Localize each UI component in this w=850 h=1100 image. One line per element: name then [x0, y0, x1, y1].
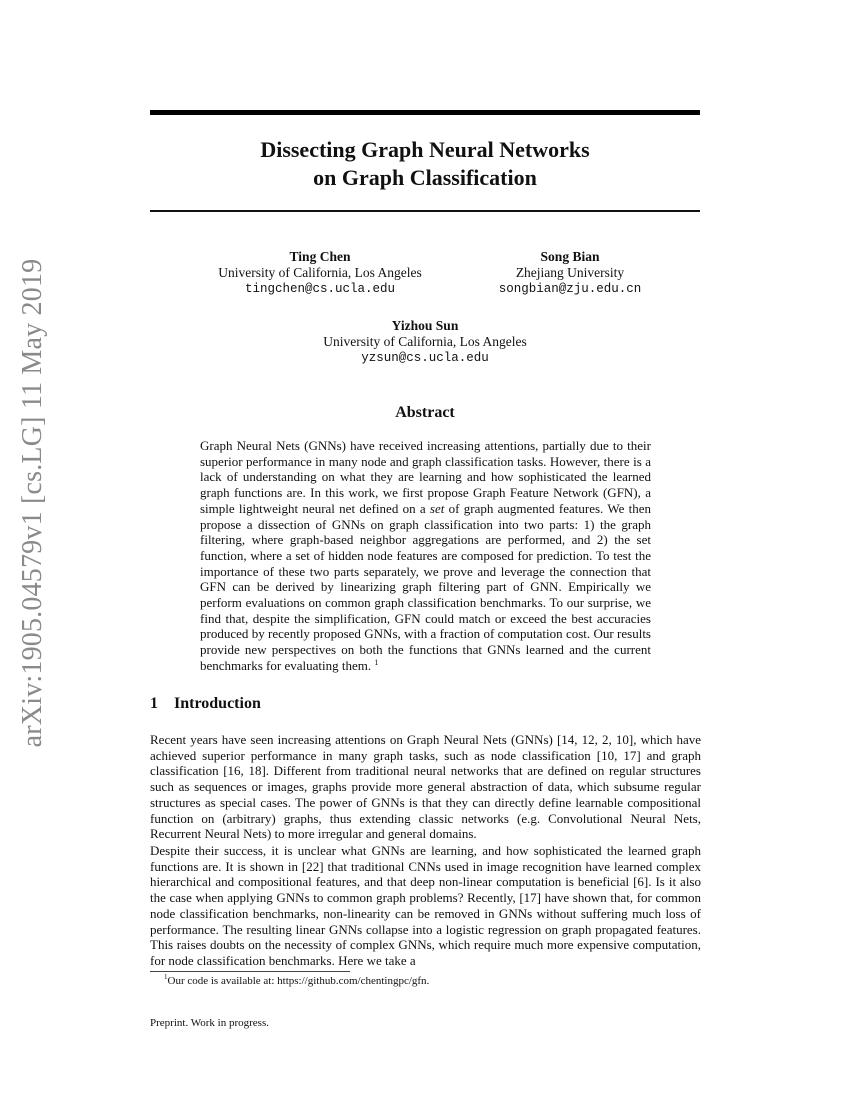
author-name: Song Bian	[540, 249, 600, 264]
author-email[interactable]: songbian@zju.edu.cn	[498, 282, 642, 296]
intro-paragraph-1: Recent years have seen increasing attentions on Graph Neural Nets (GNNs) [14, 12, 2, 10], which have achieved superior performance in many graph tasks, such as node classification [10, 17] and graph classification [16, 18]. Different from traditional neural networks that are defined on regular structures such as sequences or images, graphs provide more general abstraction of data, which subsume regular structures as special cases. The power of GNNs is that they can directly define learnable compositional function on (arbitrary) graphs, thus extending classic networks (e.g. Convolutional Neural Nets, Recurrent Neural Nets) to more irregular and general domains.	[150, 732, 701, 842]
title-bottom-rule	[150, 210, 700, 212]
abstract-text-1: Graph Neural Nets (GNNs) have received increasing attentions, partially due to their superior performance in many node and graph classification tasks. However, there is a lack of understanding on what they are learning and how sophisticated the learned graph functions are. In this work, we first propose Graph Feature Network (GFN), a simple lightweight neural net defined on a	[200, 438, 651, 516]
paper-title	[150, 136, 700, 192]
author-block	[480, 249, 660, 297]
author-block	[300, 318, 550, 366]
author-email[interactable]: tingchen@cs.ucla.edu	[244, 282, 396, 296]
author-name: Yizhou Sun	[391, 318, 459, 333]
author-affiliation: University of California, Los Angeles	[218, 265, 422, 280]
section-title: Introduction	[174, 695, 261, 712]
abstract-italic: set	[429, 500, 445, 516]
abstract-text-2: of graph augmented features. We then propose a dissection of GNNs on graph classification into two parts: 1) the graph filtering, where graph-based neighbor aggregations are performed, and 2) the set function, where a set of hidden node features are composed for prediction. To test the importance of these two parts separately, we prove and leverage the connection that GFN can be derived by linearizing graph filtering part of GNN. Empirically we perform evaluations on common graph classification benchmarks. To our surprise, we find that, despite the simplification, GFN could match or exceed the best accuracies produced by recently proposed GNNs, with a fraction of computation cost. Our results provide new perspectives on both the functions that GNNs learned and the current benchmarks for evaluating them.	[200, 500, 651, 673]
abstract-body	[200, 438, 651, 674]
footnote	[164, 975, 429, 987]
arxiv-stamp-text: arXiv:1905.04579v1 [cs.LG] 11 May 2019	[17, 258, 48, 747]
arxiv-stamp	[14, 258, 52, 747]
title-line-2: on Graph Classification	[313, 165, 537, 190]
author-email[interactable]: yzsun@cs.ucla.edu	[361, 351, 489, 365]
title-line-1: Dissecting Graph Neural Networks	[260, 137, 590, 162]
footnote-mark[interactable]: 1	[374, 657, 379, 667]
author-block	[200, 249, 440, 297]
intro-paragraph-2: Despite their success, it is unclear what GNNs are learning, and how sophisticated the learned graph functions are. It is shown in [22] that traditional CNNs used in image recognition have learned complex hierarchical and compositional features, and that deep non-linear computation is beneficial [6]. Is it also the case when applying GNNs to common graph problems? Recently, [17] have shown that, for common node classification benchmarks, non-linearity can be removed in GNNs without suffering much loss of performance. The resulting linear GNNs collapse into a logistic regression on graph propagated features. This raises doubts on the necessity of complex GNNs, which require much more expensive computation, for node classification benchmarks. Here we take a	[150, 843, 701, 968]
footnote-rule	[150, 971, 350, 972]
author-name: Ting Chen	[289, 249, 351, 264]
author-affiliation: University of California, Los Angeles	[323, 334, 527, 349]
footnote-number: 1	[164, 973, 168, 981]
author-affiliation: Zhejiang University	[515, 265, 625, 280]
abstract-heading: Abstract	[395, 404, 455, 421]
footnote-text[interactable]: Our code is available at: https://github.com/chentingpc/gfn.	[167, 975, 430, 987]
section-number: 1	[150, 695, 158, 712]
preprint-note: Preprint. Work in progress.	[150, 1017, 269, 1029]
title-top-rule	[150, 110, 700, 115]
section-heading	[150, 695, 261, 713]
